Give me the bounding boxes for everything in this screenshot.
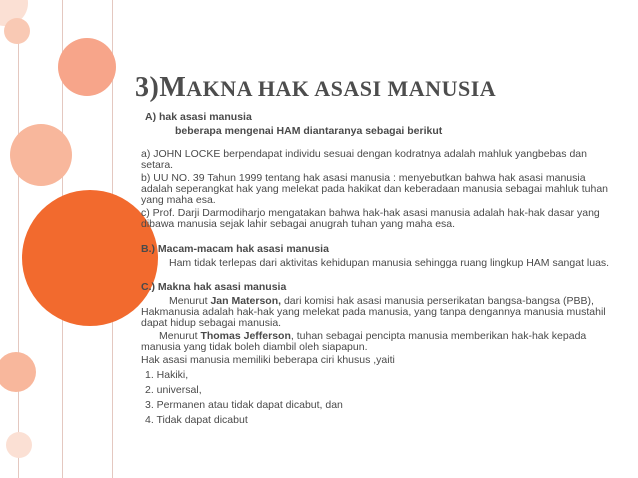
section-a-heading: A) hak asasi manusia [145,111,252,123]
section-b-heading: B.) Macam-macam hak asasi manusia [141,243,329,255]
decor-circle [10,124,72,186]
section-a-subheading: beberapa mengenai HAM diantaranya sebagai berikut [175,125,443,137]
section-c-heading: C.) Makna hak asasi manusia [141,281,287,293]
title-number: 3) [135,72,160,103]
title-rest: AKNA HAK ASASI MANUSIA [186,76,497,101]
slide-title [135,72,615,104]
decor-circle [4,18,30,44]
section-a-item: a) JOHN LOCKE berpendapat individu sesuai dengan kodratnya adalah mahluk yangbebas dan setara. [141,148,587,171]
section-a-item: c) Prof. Darji Darmodiharjo mengatakan bahwa hak-hak asasi manusia adalah hak-hak dasar yang dibawa manusia sejak lahir sebagai anugrah tuhan yang maha esa. [141,207,600,230]
section-c-list-intro: Hak asasi manusia memiliki beberapa ciri khusus ,yaiti [141,354,395,366]
section-c-paragraph-1: Menurut Jan Materson, dari komisi hak asasi manusia perserikatan bangsa-bangsa (PBB), Hakmanusia adalah hak-hak yang melekat pada manusia, yang tanpa dengannya manusia mustahil dapat hidup sebagai manusia. [141,295,606,329]
list-item: 4. Tidak dapat dicabut [145,414,248,426]
list-item: 3. Permanen atau tidak dapat dicabut, dan [145,399,343,411]
section-a-item: b) UU NO. 39 Tahun 1999 tentang hak asasi manusia : menyebutkan bahwa hak asasi manusia adalah seperangkat hak yang melekat pada hakikat dan keberadaan manusia sebagai mahluk tuhan yang maha esa. [141,172,608,206]
decor-circle [0,352,36,392]
decor-circle [58,38,116,96]
author-name: Jan Materson, [210,295,282,307]
section-c-paragraph-2: Menurut Thomas Jefferson, tuhan sebagai pencipta manusia memberikan hak-hak kepada manusia yang tidak boleh diambil oleh siapapun. [141,330,587,353]
decor-circle [6,432,32,458]
author-name: Thomas Jefferson [200,330,291,342]
decor-circle-large [22,190,158,326]
section-b-text: Ham tidak terlepas dari aktivitas kehidupan manusia sehingga ruang lingkup HAM sangat luas. [169,257,610,269]
title-first-cap: M [159,72,187,103]
slide-body [141,111,615,426]
list-item: 1. Hakiki, [145,369,189,381]
decor-line [18,0,19,478]
list-item: 2. universal, [145,384,202,396]
